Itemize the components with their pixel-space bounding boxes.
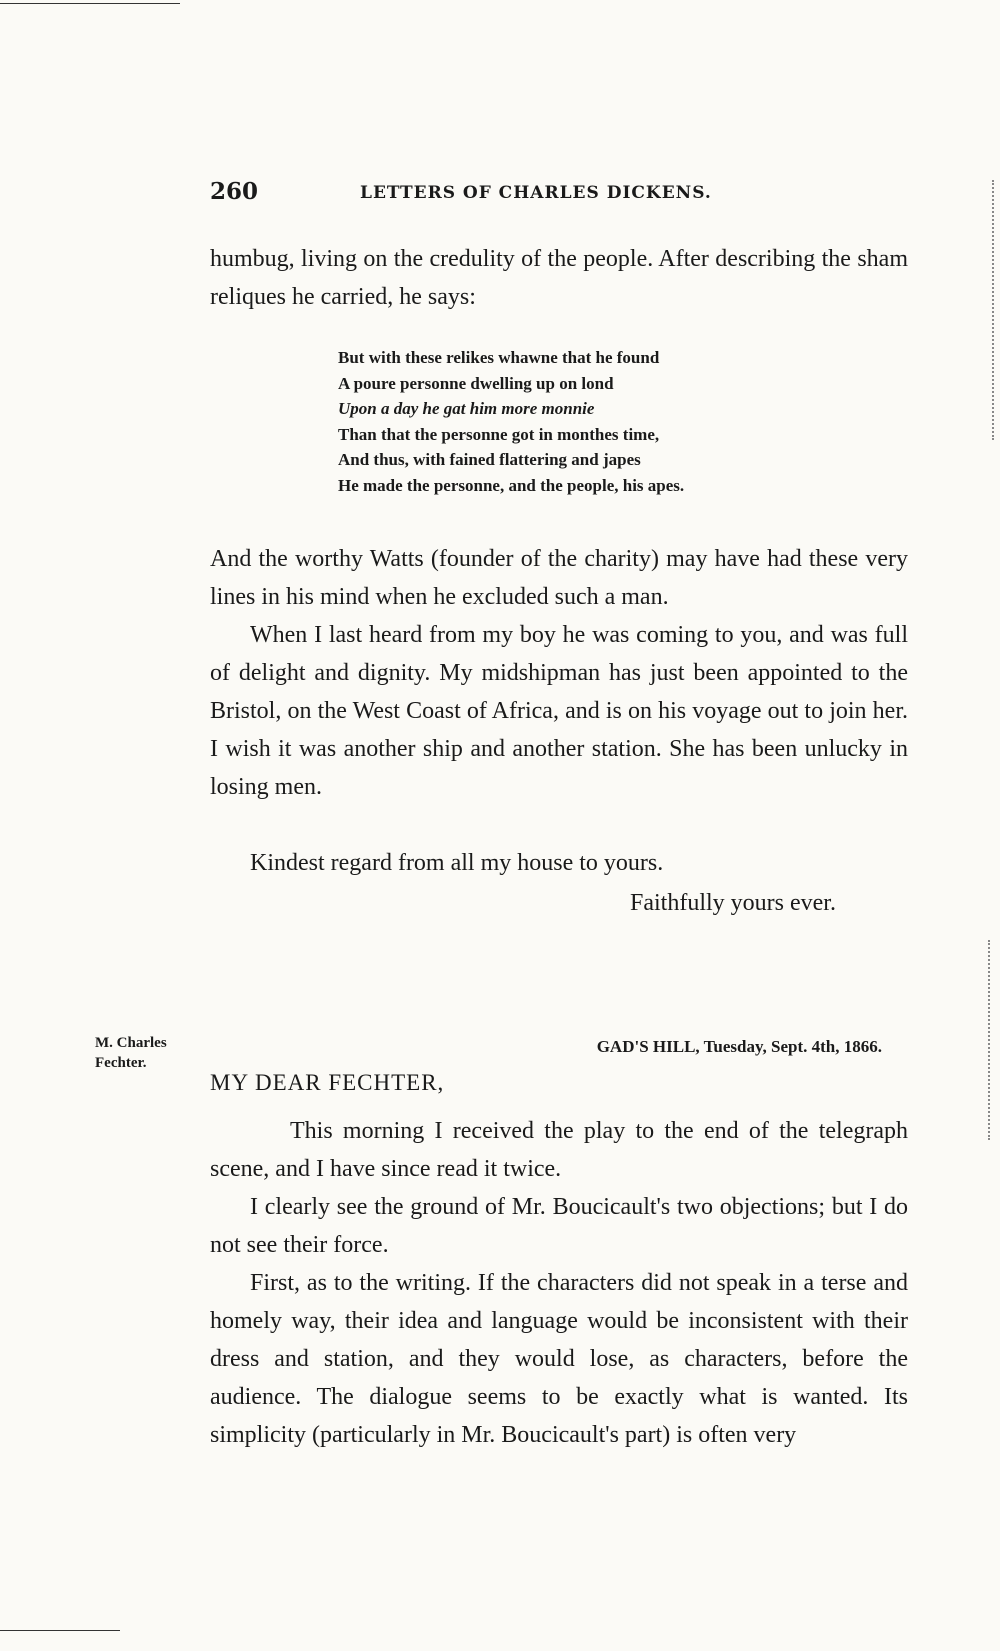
verse-line: But with these relikes whawne that he found: [338, 348, 660, 367]
verse-line: And thus, with fained flattering and japes: [338, 450, 641, 470]
paragraph: humbug, living on the credulity of the people. After describing the sham reliques he carried, he says:: [210, 246, 908, 310]
top-edge-rule: [0, 3, 180, 4]
page-header: [210, 178, 910, 208]
letter-dateline: GAD'S HILL, Tuesday, Sept. 4th, 1866.: [596, 1037, 882, 1056]
verse-line: A poure personne dwelling up on lond: [338, 373, 614, 393]
page-number: 260: [210, 178, 259, 205]
paragraph: And the worthy Watts (founder of the charity) may have had these very lines in his mind when he excluded such a man.: [210, 546, 908, 610]
bottom-edge-rule: [0, 1630, 120, 1631]
verse-line: Upon a day he gat him more monnie: [338, 399, 595, 419]
verse-line: Than that the personne got in monthes time,: [338, 424, 660, 444]
recipient-name: M. Charles: [95, 1035, 167, 1051]
signoff: Faithfully yours ever.: [630, 890, 836, 916]
verse-quotation: [338, 345, 858, 499]
paragraph: I clearly see the ground of Mr. Boucicault's two objections; but I do not see their force.: [210, 1194, 908, 1258]
paragraph: First, as to the writing. If the characters did not speak in a terse and homely way, their idea and language would be inconsistent with their dress and station, and they would lose, as characters, before the audience. The dialogue seems to be exactly what is wanted. Its simplicity (particularly in Mr. Boucicault's part) is often very: [210, 1270, 908, 1448]
recipient-marginal-note: [95, 1033, 167, 1073]
paragraph: Kindest regard from all my house to yours.: [250, 850, 664, 876]
running-title: LETTERS OF CHARLES DICKENS.: [360, 183, 712, 203]
verse-line: He made the personne, and the people, his apes.: [338, 475, 685, 495]
letter-salutation: MY DEAR FECHTER,: [210, 1070, 445, 1095]
paragraph: This morning I received the play to the end of the telegraph scene, and I have since read it twice.: [210, 1118, 908, 1182]
recipient-name: Fechter.: [95, 1055, 147, 1071]
paragraph: When I last heard from my boy he was coming to you, and was full of delight and dignity. My midshipman has just been appointed to the Bristol, on the West Coast of Africa, and is on his voyage out to join her. I wish it was another ship and another station. She has been unlucky in losing men.: [210, 622, 908, 800]
right-edge-mark: [992, 180, 996, 440]
right-edge-mark: [988, 940, 992, 1140]
